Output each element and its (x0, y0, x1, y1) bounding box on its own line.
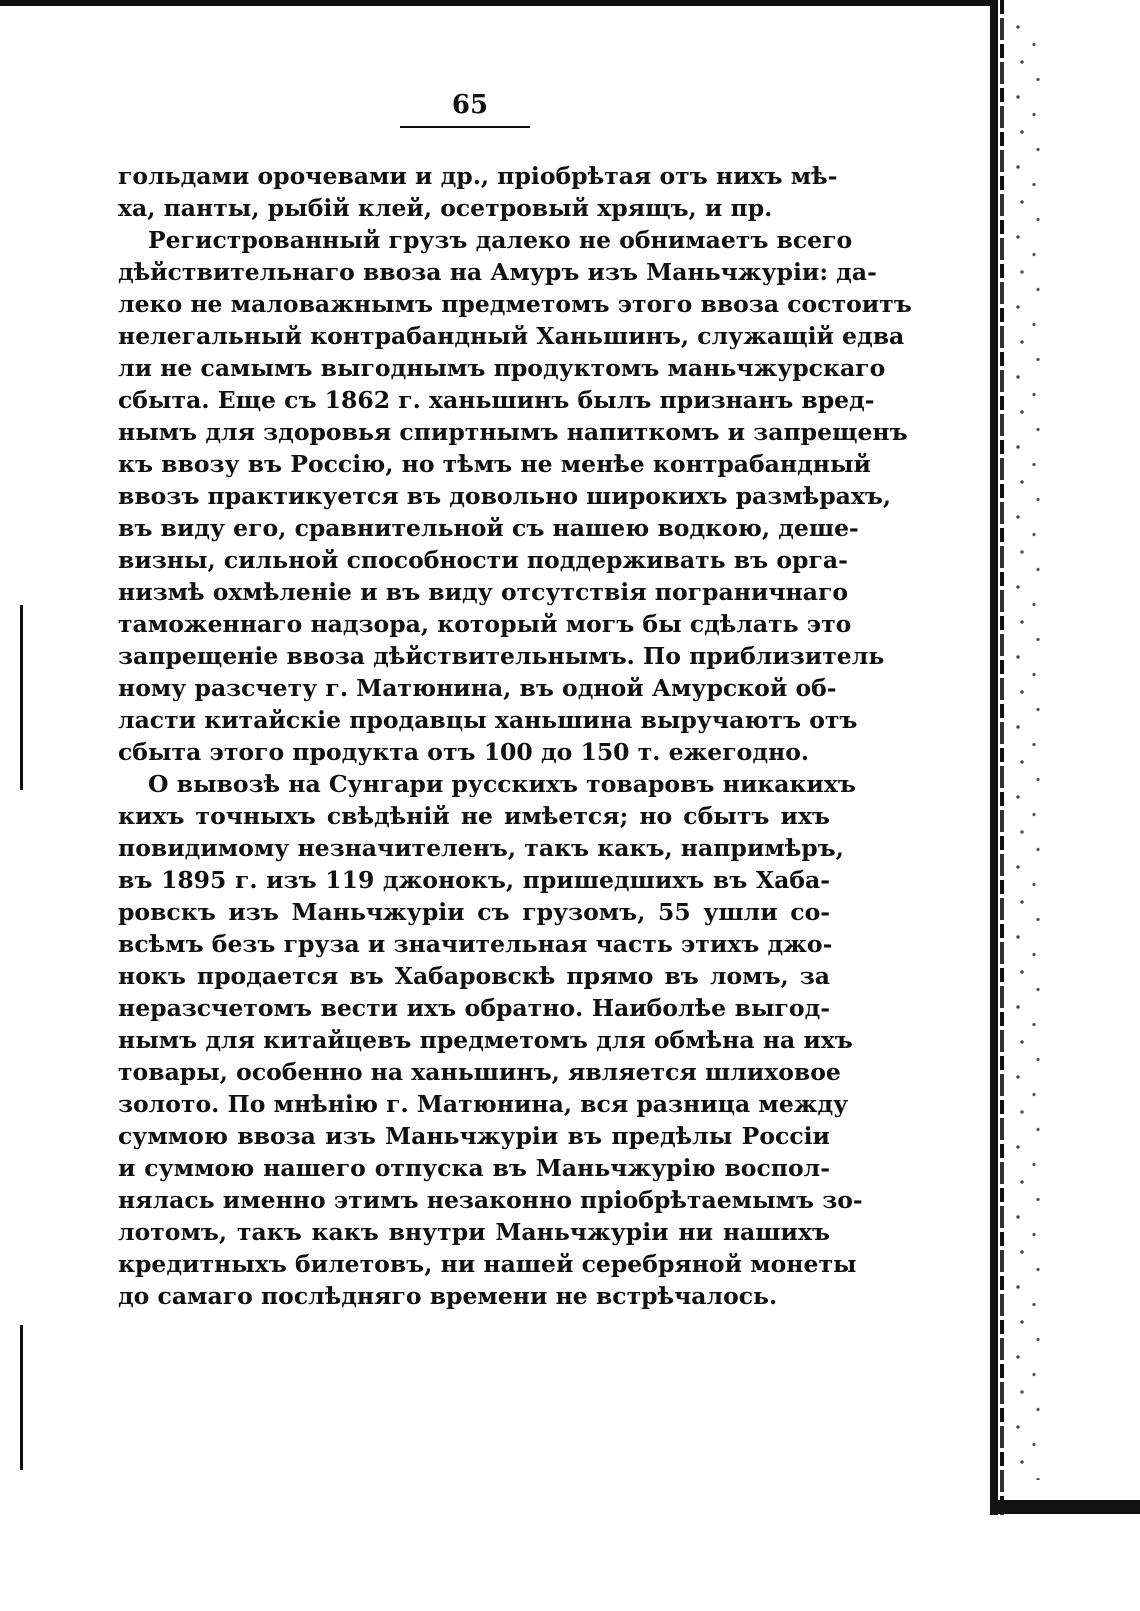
spine-line-dashed (1000, 0, 1004, 1515)
text-line: кихъ точныхъ свѣдѣній не имѣется; но сбытъ ихъ (118, 802, 830, 830)
text-line: ли не самымъ выгоднымъ продуктомъ маньчжурскаго (118, 354, 886, 382)
text-line: нымъ для китайцевъ предметомъ для обмѣна на ихъ (118, 1026, 853, 1054)
body-text (118, 160, 912, 1312)
text-line: гольдами орочевами и др., пріобрѣтая отъ нихъ мѣ- (118, 162, 838, 190)
spine-bottom (990, 1500, 1140, 1514)
text-line: повидимому незначителенъ, такъ какъ, напримѣръ, (118, 834, 844, 862)
text-line: лотомъ, такъ какъ внутри Маньчжуріи ни нашихъ (118, 1218, 830, 1246)
text-line: къ ввозу въ Россію, но тѣмъ не менѣе контрабандный (118, 450, 871, 478)
text-line: О вывозѣ на Сунгари русскихъ товаровъ никакихъ (148, 770, 856, 798)
page-number: 65 (451, 90, 489, 120)
text-line: ввозъ практикуется въ довольно широкихъ размѣрахъ, (118, 482, 892, 510)
text-line: неразсчетомъ вести ихъ обратно. Наиболѣе выгод- (118, 994, 830, 1022)
text-line: нелегальный контрабандный Ханьшинъ, служащій едва (118, 322, 905, 350)
text-line: въ виду его, сравнительной съ нашею водкою, деше- (118, 514, 859, 542)
text-line: нокъ продается въ Хабаровскѣ прямо въ ломъ, за (118, 962, 830, 990)
text-line: ласти китайскіе продавцы ханьшина выручаютъ отъ (118, 706, 858, 734)
text-line: ровскъ изъ Маньчжуріи съ грузомъ, 55 ушли со- (118, 898, 830, 926)
text-line: таможеннаго надзора, который могъ бы сдѣлать это (118, 610, 852, 638)
text-line: ному разсчету г. Матюнина, въ одной Амурской об- (118, 674, 837, 702)
text-line: нялась именно этимъ незаконно пріобрѣтаемымъ зо- (118, 1186, 863, 1214)
text-line: золото. По мнѣнію г. Матюнина, вся разница между (118, 1090, 849, 1118)
text-line: суммою ввоза изъ Маньчжуріи въ предѣлы Россіи (118, 1122, 830, 1150)
text-line: леко не маловажнымъ предметомъ этого ввоза состоитъ (118, 290, 912, 318)
page-number-rule (400, 126, 530, 128)
top-border (0, 0, 990, 6)
text-line: Регистрованный грузъ далеко не обнимаетъ всего (148, 226, 853, 254)
margin-mark (20, 605, 23, 790)
text-line: сбыта. Еще съ 1862 г. ханьшинъ былъ признанъ вред- (118, 386, 875, 414)
margin-mark (20, 1325, 23, 1470)
book-spine-edge (990, 0, 1140, 1611)
text-line: и суммою нашего отпуска въ Маньчжурію воспол- (118, 1154, 830, 1182)
text-line: всѣмъ безъ груза и значительная часть этихъ джо- (118, 930, 833, 958)
text-line: товары, особенно на ханьшинъ, является шлиховое (118, 1058, 841, 1086)
text-line: кредитныхъ билетовъ, ни нашей серебряной монеты (118, 1250, 857, 1278)
text-line: визны, сильной способности поддерживать въ орга- (118, 546, 848, 574)
text-line: сбыта этого продукта отъ 100 до 150 т. ежегодно. (118, 738, 810, 766)
text-line: дѣйствительнаго ввоза на Амуръ изъ Маньчжуріи: да- (118, 258, 877, 286)
text-line: нымъ для здоровья спиртнымъ напиткомъ и запрещенъ (118, 418, 908, 446)
scan-specks (1010, 20, 1050, 1480)
text-line: низмѣ охмѣленіе и въ виду отсутствія пограничнаго (118, 578, 849, 606)
text-line: въ 1895 г. изъ 119 джонокъ, пришедшихъ въ Хаба- (118, 866, 830, 894)
text-line: до самаго послѣдняго времени не встрѣчалось. (118, 1282, 778, 1310)
text-line: ха, панты, рыбій клей, осетровый хрящъ, и пр. (118, 194, 773, 222)
text-line: запрещеніе ввоза дѣйствительнымъ. По приблизитель (118, 642, 885, 670)
spine-line (990, 0, 998, 1515)
